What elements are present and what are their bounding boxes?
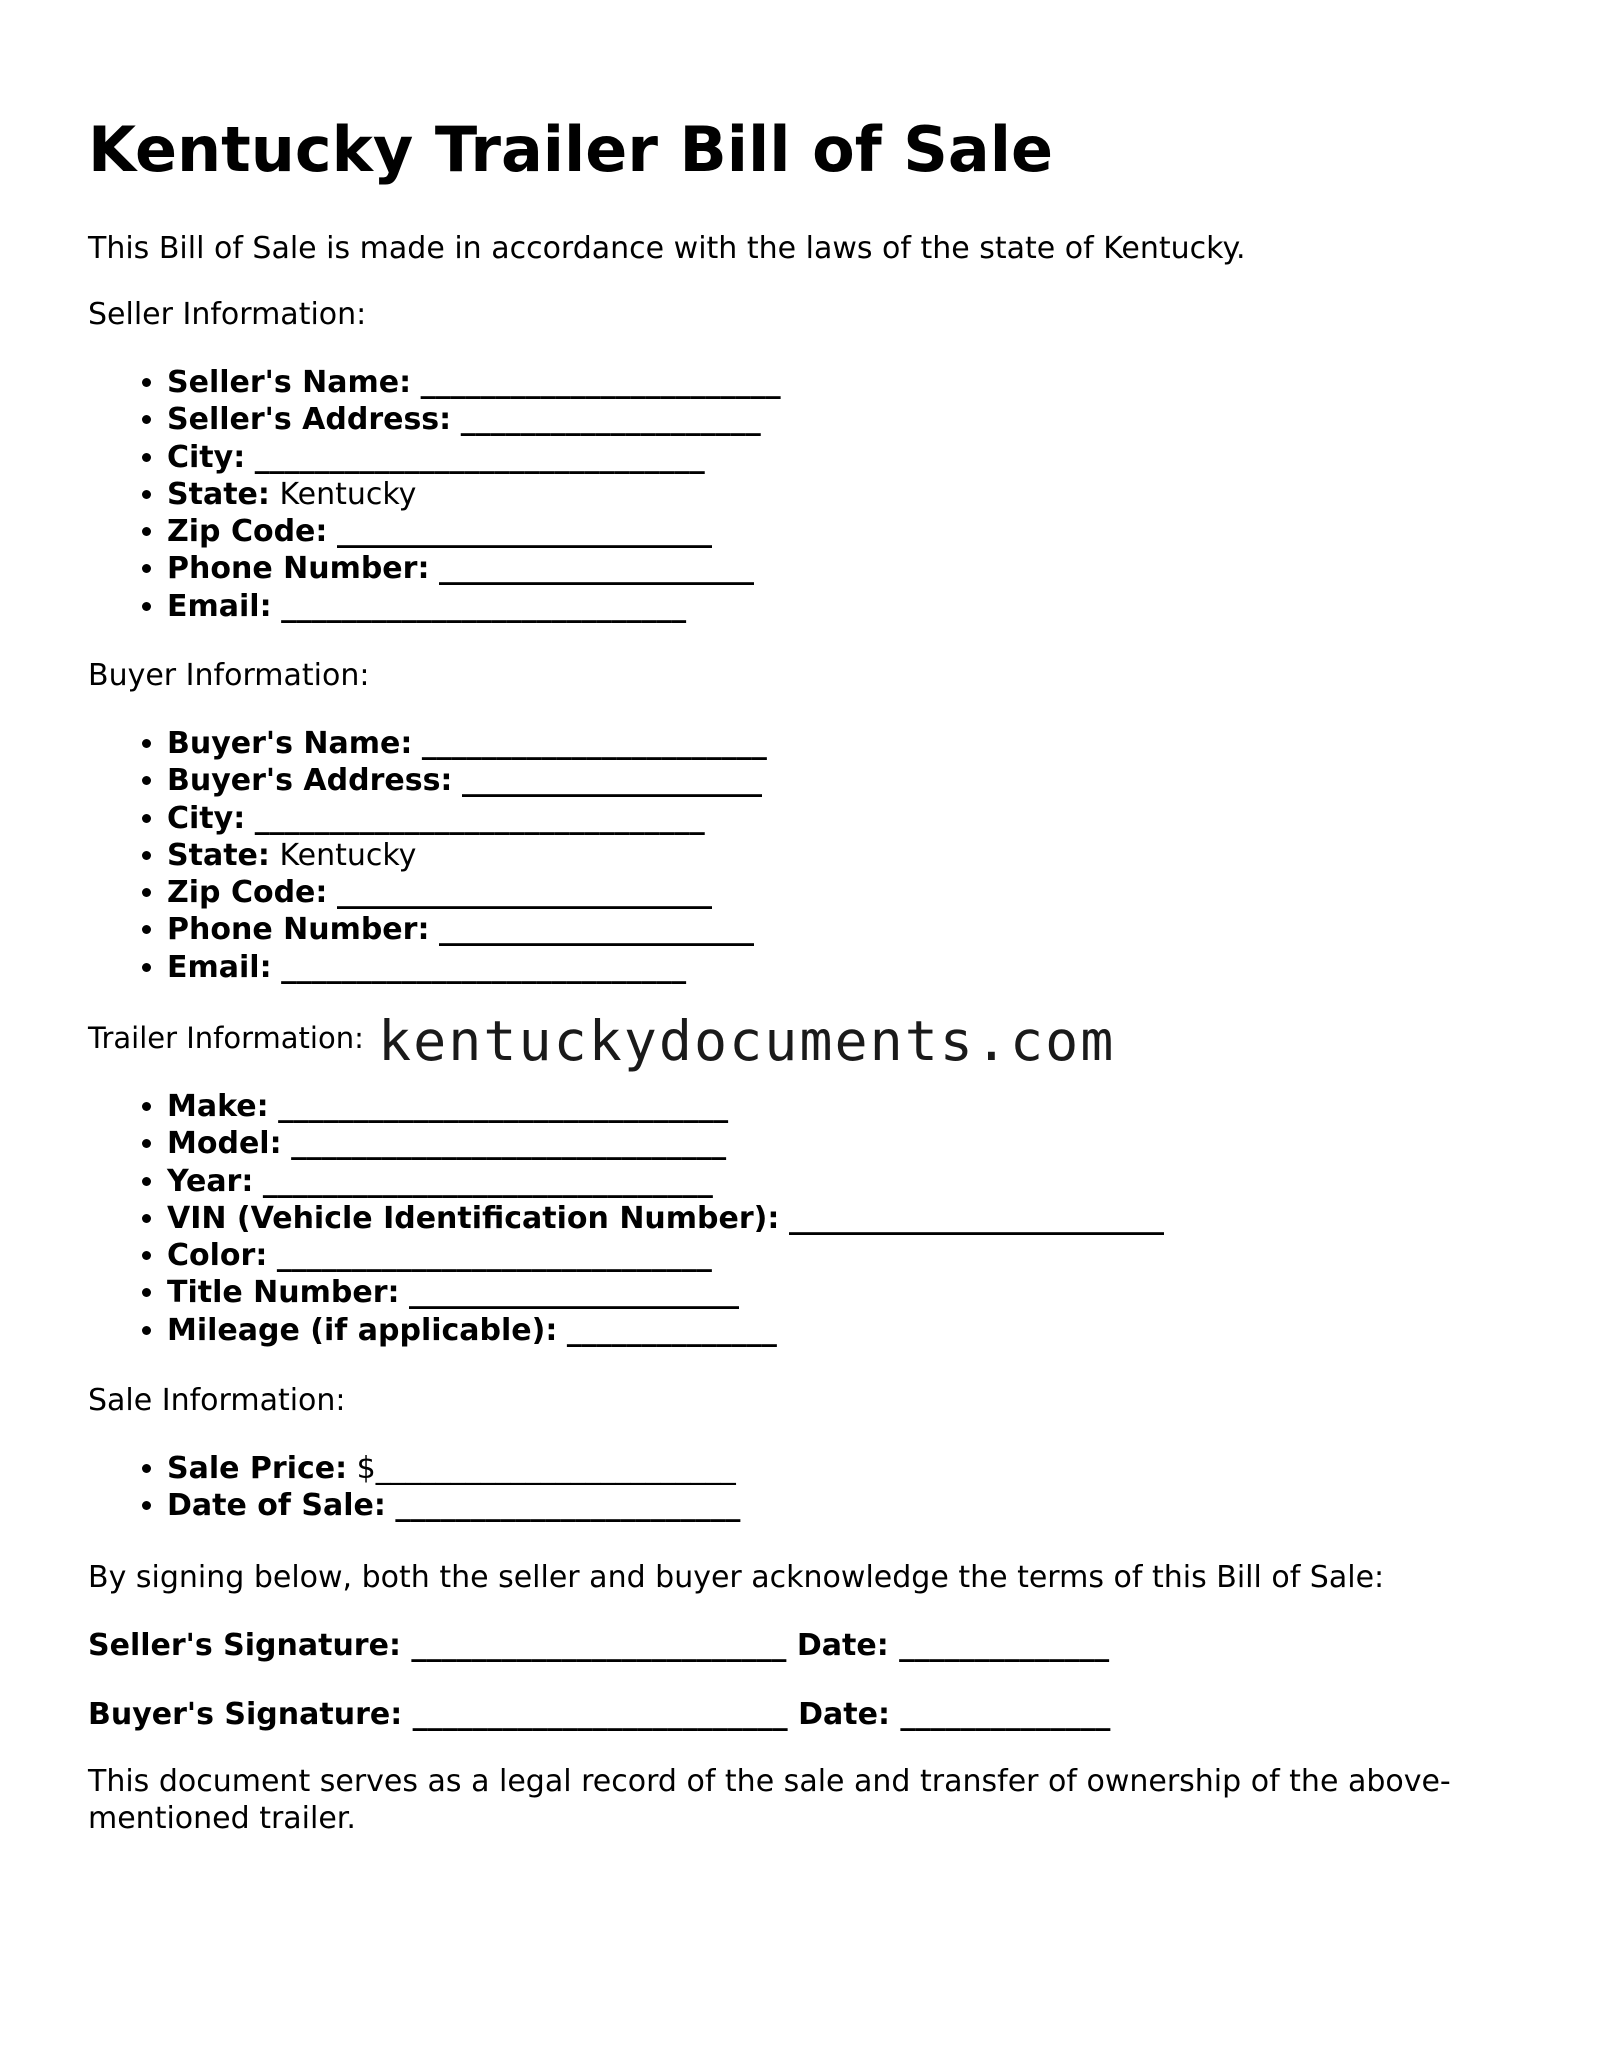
buyer-state-value: Kentucky [279,837,417,873]
trailer-color-line: _____________________________ [276,1238,712,1274]
buyer-signature-line: _________________________ [412,1697,788,1732]
list-item [167,800,767,837]
seller-signature-line: _________________________ [411,1628,787,1663]
buyer-zip-label: Zip Code: [167,875,328,911]
seller-address-line: ____________________ [460,402,761,438]
intro-text: This Bill of Sale is made in accordance with the laws of the state of Kentucky. [88,231,1246,266]
seller-signature-label: Seller's Signature: [88,1628,401,1663]
trailer-year-line: ______________________________ [262,1163,713,1199]
sale-date-label: Date of Sale: [167,1488,386,1524]
sale-date-line: _______________________ [395,1488,741,1524]
seller-heading: Seller Information: [88,297,367,332]
list-item [167,949,767,986]
acknowledgement-text: By signing below, both the seller and buyer acknowledge the terms of this Bill of Sale: [88,1560,1385,1595]
list-item [167,513,781,550]
list-item [167,1163,1164,1200]
document-title: Kentucky Trailer Bill of Sale [88,113,1054,186]
list-item [167,550,781,587]
seller-state-label: State: [167,476,270,512]
watermark-text: kentuckydocuments.com [378,1009,1116,1073]
buyer-date-line: ______________ [900,1697,1111,1732]
closing-text: This document serves as a legal record of the sale and transfer of ownership of the above-mentioned trailer. [88,1764,1451,1836]
buyer-address-line: ____________________ [461,763,762,799]
seller-date-label: Date: [796,1628,889,1663]
seller-city-line: ______________________________ [254,439,705,475]
trailer-model-label: Model: [167,1126,282,1162]
list-item [167,1312,1164,1349]
list-item [167,1088,1164,1125]
buyer-heading: Buyer Information: [88,658,370,693]
buyer-field-list [88,725,767,986]
trailer-year-label: Year: [167,1163,254,1199]
seller-phone-line: _____________________ [439,551,754,587]
list-item [167,911,767,948]
list-item [167,1487,740,1524]
buyer-email-label: Email: [167,949,272,985]
list-item [167,1125,1164,1162]
seller-name-line: ________________________ [420,365,781,400]
buyer-phone-line: _____________________ [439,912,754,948]
trailer-vin-line: _________________________ [788,1200,1164,1236]
seller-email-line: ___________________________ [281,588,687,624]
buyer-email-line: ___________________________ [281,949,687,985]
list-item [167,588,781,625]
buyer-signature-label: Buyer's Signature: [88,1697,403,1732]
seller-name-label: Seller's Name: [167,365,412,400]
seller-email-label: Email: [167,588,272,624]
list-item [167,1200,1164,1237]
list-item [167,837,767,874]
trailer-mileage-line: ______________ [566,1312,777,1348]
seller-signature-row [88,1627,1109,1664]
trailer-title-number-label: Title Number: [167,1275,400,1311]
list-item [167,476,781,513]
seller-phone-label: Phone Number: [167,551,430,587]
sale-field-list [88,1450,740,1525]
buyer-name-line: _______________________ [421,726,767,761]
buyer-date-label: Date: [798,1697,890,1732]
list-item [167,1274,1164,1311]
buyer-name-label: Buyer's Name: [167,726,413,761]
buyer-signature-row [88,1696,1110,1733]
list-item [167,874,767,911]
list-item [167,725,767,762]
seller-date-line: ______________ [899,1628,1110,1663]
sale-price-line: $________________________ [356,1451,736,1486]
seller-state-value: Kentucky [279,476,417,512]
trailer-field-list [88,1088,1164,1349]
seller-zip-label: Zip Code: [167,514,328,550]
list-item [167,1237,1164,1274]
seller-zip-line: _________________________ [336,514,712,550]
seller-city-label: City: [167,439,246,475]
trailer-color-label: Color: [167,1238,268,1274]
trailer-title-number-line: ______________________ [409,1275,740,1311]
list-item [167,439,781,476]
list-item [167,364,781,401]
buyer-address-label: Buyer's Address: [167,763,453,799]
buyer-city-line: ______________________________ [254,800,705,836]
list-item [167,762,767,799]
trailer-make-label: Make: [167,1089,269,1124]
buyer-city-label: City: [167,800,246,836]
trailer-make-line: ______________________________ [278,1089,729,1124]
buyer-state-label: State: [167,837,270,873]
trailer-model-line: _____________________________ [291,1126,727,1162]
trailer-mileage-label: Mileage (if applicable): [167,1312,558,1348]
buyer-phone-label: Phone Number: [167,912,430,948]
list-item [167,401,781,438]
buyer-zip-line: _________________________ [336,875,712,911]
trailer-vin-label: VIN (Vehicle Identification Number): [167,1200,780,1236]
trailer-heading: Trailer Information: [88,1021,364,1055]
seller-field-list [88,364,781,625]
sale-price-label: Sale Price: [167,1451,348,1486]
list-item [167,1450,740,1487]
sale-heading: Sale Information: [88,1383,346,1418]
seller-address-label: Seller's Address: [167,402,452,438]
